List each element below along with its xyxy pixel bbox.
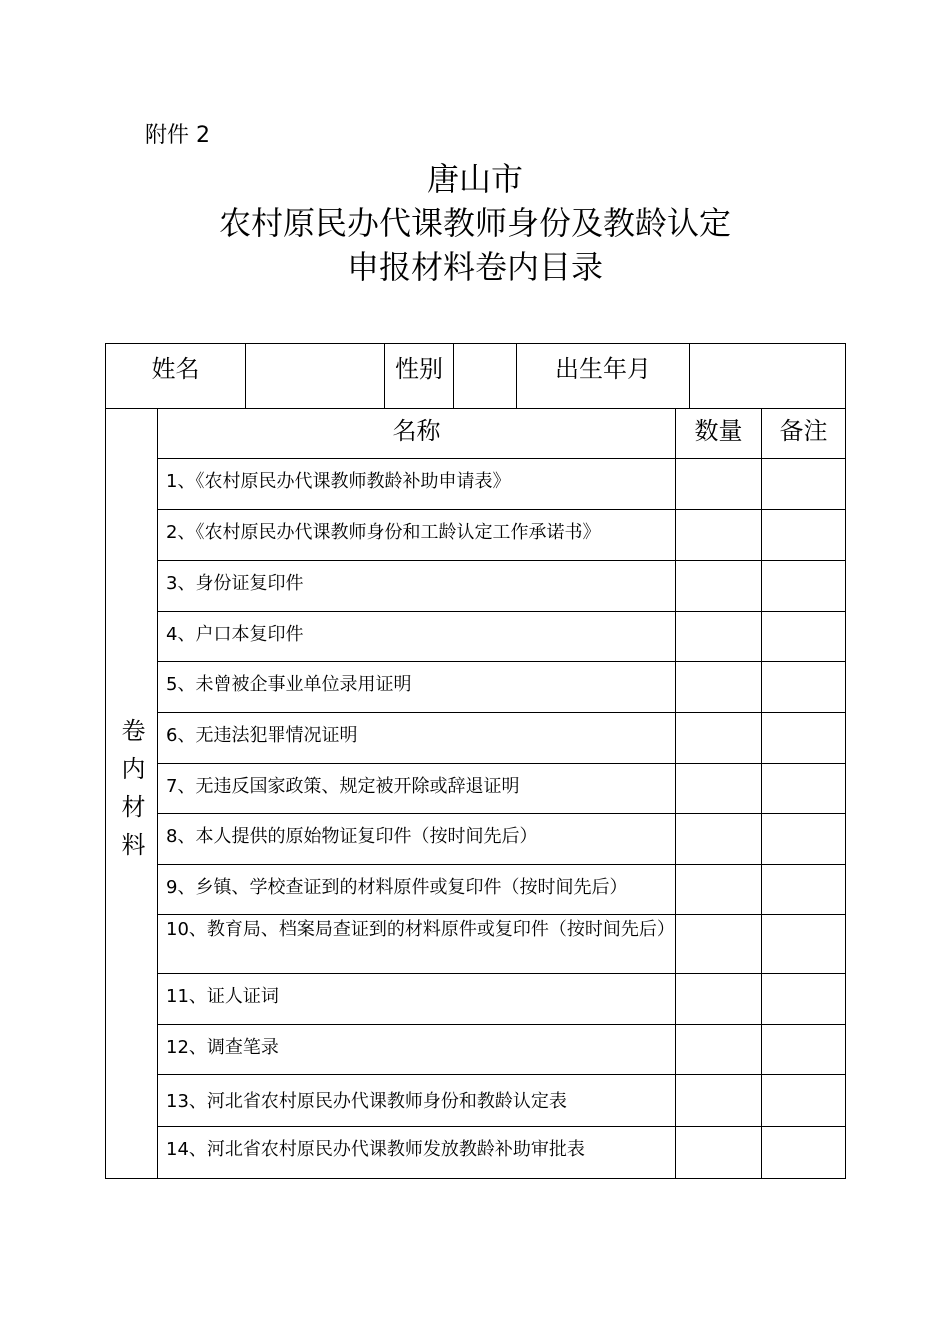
remarks-cell[interactable]	[761, 712, 846, 764]
quantity-cell[interactable]	[675, 1024, 762, 1075]
remarks-cell[interactable]	[761, 914, 846, 974]
title-city: 唐山市	[426, 160, 523, 198]
table-row: 3、身份证复印件	[157, 560, 676, 612]
quantity-cell[interactable]	[675, 560, 762, 612]
remarks-cell[interactable]	[761, 611, 846, 662]
quantity-cell[interactable]	[675, 712, 762, 764]
quantity-cell[interactable]	[675, 1126, 762, 1179]
table-row: 13、河北省农村原民办代课教师身份和教龄认定表	[157, 1074, 676, 1127]
quantity-cell[interactable]	[675, 914, 762, 974]
title-catalog: 申报材料卷内目录	[346, 248, 603, 286]
quantity-cell[interactable]	[675, 509, 762, 561]
table-row: 10、教育局、档案局查证到的材料原件或复印件（按时间先后）	[157, 914, 676, 974]
quantity-cell[interactable]	[675, 661, 762, 713]
remarks-cell[interactable]	[761, 813, 846, 865]
remarks-cell[interactable]	[761, 509, 846, 561]
table-row: 2、《农村原民办代课教师身份和工龄认定工作承诺书》	[157, 509, 676, 561]
attachment-label: 附件 2	[145, 123, 210, 148]
table-row: 8、本人提供的原始物证复印件（按时间先后）	[157, 813, 676, 865]
name-value-cell[interactable]	[245, 343, 385, 409]
title-subject: 农村原民办代课教师身份及教龄认定	[218, 204, 731, 242]
gender-label-cell	[384, 343, 454, 409]
remarks-cell[interactable]	[761, 1074, 846, 1127]
birth-label: 出生年月	[555, 355, 651, 383]
table-row: 11、证人证词	[157, 973, 676, 1025]
remarks-cell[interactable]	[761, 763, 846, 814]
remarks-cell[interactable]	[761, 973, 846, 1025]
column-header-remarks: 备注	[761, 408, 846, 459]
table-row: 9、乡镇、学校查证到的材料原件或复印件（按时间先后）	[157, 864, 676, 915]
name-label: 姓名	[151, 355, 200, 383]
gender-value-cell[interactable]	[453, 343, 517, 409]
quantity-cell[interactable]	[675, 458, 762, 510]
quantity-cell[interactable]	[675, 973, 762, 1025]
table-row: 4、户口本复印件	[157, 611, 676, 662]
remarks-cell[interactable]	[761, 1126, 846, 1179]
quantity-cell[interactable]	[675, 611, 762, 662]
remarks-cell[interactable]	[761, 864, 846, 915]
table-row: 6、无违法犯罪情况证明	[157, 712, 676, 764]
table-row: 7、无违反国家政策、规定被开除或辞退证明	[157, 763, 676, 814]
gender-label: 性别	[395, 355, 443, 383]
table-row: 12、调查笔录	[157, 1024, 676, 1075]
side-label: 卷内材料	[117, 717, 145, 870]
quantity-cell[interactable]	[675, 813, 762, 865]
birth-label-cell	[516, 343, 690, 409]
quantity-cell[interactable]	[675, 763, 762, 814]
quantity-cell[interactable]	[675, 1074, 762, 1127]
table-row: 1、《农村原民办代课教师教龄补助申请表》	[157, 458, 676, 510]
catalog-table	[105, 343, 846, 1179]
quantity-cell[interactable]	[675, 864, 762, 915]
column-header-quantity: 数量	[675, 408, 762, 459]
remarks-cell[interactable]	[761, 560, 846, 612]
remarks-cell[interactable]	[761, 661, 846, 713]
remarks-cell[interactable]	[761, 1024, 846, 1075]
table-row: 14、河北省农村原民办代课教师发放教龄补助审批表	[157, 1126, 676, 1179]
name-label-cell	[105, 343, 246, 409]
column-header-name: 名称	[157, 408, 676, 459]
side-label-cell	[105, 408, 158, 1179]
remarks-cell[interactable]	[761, 458, 846, 510]
birth-value-cell[interactable]	[689, 343, 846, 409]
table-row: 5、未曾被企事业单位录用证明	[157, 661, 676, 713]
